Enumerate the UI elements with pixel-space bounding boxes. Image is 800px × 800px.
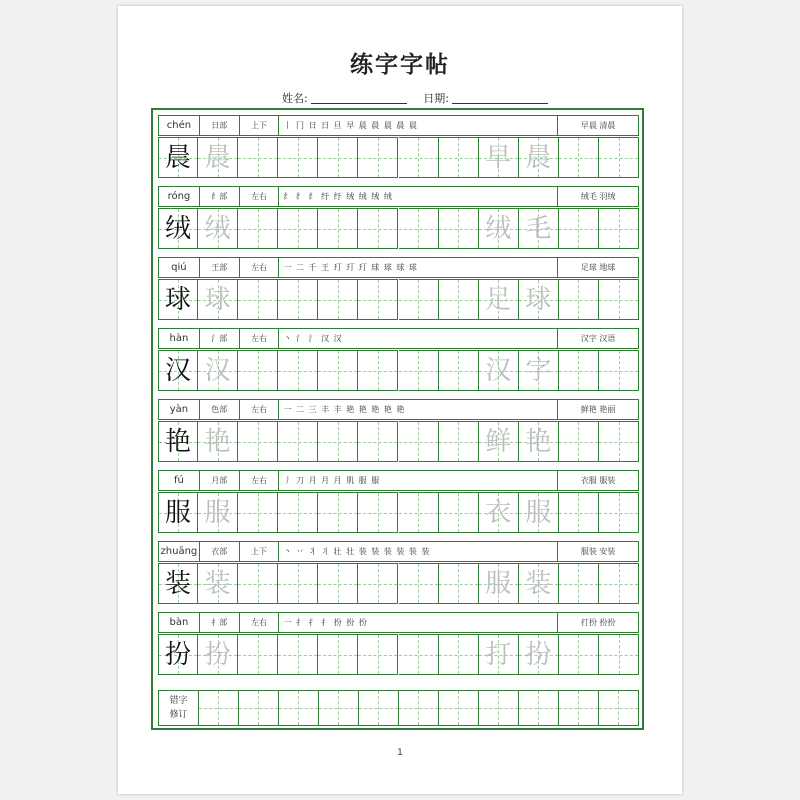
pinyin-label: zhuāng [159,542,200,561]
practice-cell[interactable] [599,492,639,533]
practice-cell[interactable] [399,421,439,462]
practice-cell[interactable] [358,350,398,391]
practice-cell[interactable] [439,492,479,533]
writing-cells [158,279,639,320]
model-character: 绒 [164,214,191,244]
character-entry [158,399,639,462]
word-trace-cell[interactable] [479,279,519,320]
review-cell[interactable] [279,690,319,726]
radical-label: 月部 [200,471,240,490]
practice-cell[interactable] [358,208,398,249]
practice-cell[interactable] [358,279,398,320]
word-trace-cell[interactable] [519,208,559,249]
stroke-order: 一 扌 扌 扌 扮 扮 扮 [279,613,558,632]
stroke-order: 丶 氵 氵 汉 汉 [279,329,558,348]
radical-label: 王部 [200,258,240,277]
writing-cells [158,421,639,462]
practice-cell[interactable] [559,137,599,178]
word-trace-cell[interactable] [479,350,519,391]
practice-cell[interactable] [559,208,599,249]
writing-cells [158,208,639,249]
radical-label: 色部 [200,400,240,419]
writing-cells [158,350,639,391]
practice-cell[interactable] [439,350,479,391]
entry-header [158,328,639,349]
review-cell[interactable] [359,690,399,726]
word-trace-character: 足 [485,285,512,315]
model-character: 球 [164,285,191,315]
review-cell[interactable] [199,690,239,726]
practice-cell[interactable] [439,421,479,462]
entry-header [158,541,639,562]
trace-character: 晨 [204,143,231,173]
practice-cell[interactable] [439,634,479,675]
page-number: 1 [397,748,403,758]
radical-label: 纟部 [200,187,240,206]
word-examples: 鲜艳 艳丽 [580,405,616,414]
word-examples: 汉字 汉语 [580,334,616,343]
practice-cell[interactable] [358,492,398,533]
trace-character: 艳 [204,427,231,457]
practice-cell[interactable] [238,208,278,249]
practice-cell[interactable] [399,634,439,675]
model-character: 艳 [164,427,191,457]
pinyin-label: bàn [159,613,200,632]
practice-cell[interactable] [399,208,439,249]
review-cell[interactable] [479,690,519,726]
pinyin-label: róng [159,187,200,206]
word-trace-cell[interactable] [479,137,519,178]
structure-label: 左右 [240,613,280,632]
word-examples: 衣服 服装 [580,476,616,485]
word-trace-cell[interactable] [519,137,559,178]
word-examples: 足球 地球 [580,263,616,272]
structure-label: 上下 [240,542,280,561]
practice-cell[interactable] [399,279,439,320]
trace-character-cell[interactable] [198,421,238,462]
practice-cell[interactable] [559,350,599,391]
word-trace-cell[interactable] [519,563,559,604]
structure-label: 左右 [240,258,280,277]
pinyin-label: fú [159,471,200,490]
practice-cell[interactable] [278,350,318,391]
practice-cell[interactable] [599,137,639,178]
model-character: 扮 [164,640,191,670]
word-trace-cell[interactable] [519,350,559,391]
trace-character-cell[interactable] [198,350,238,391]
review-label-line1: 错字 [169,696,188,706]
practice-cell[interactable] [399,563,439,604]
practice-cell[interactable] [439,137,479,178]
practice-cell[interactable] [238,563,278,604]
writing-cells [158,634,639,675]
practice-cell[interactable] [278,279,318,320]
entry-header [158,470,639,491]
practice-cell[interactable] [358,421,398,462]
practice-cell[interactable] [318,492,358,533]
practice-cell[interactable] [238,279,278,320]
word-trace-cell[interactable] [519,492,559,533]
practice-cell[interactable] [358,634,398,675]
review-cell[interactable] [399,690,439,726]
practice-cell[interactable] [599,279,639,320]
entry-header [158,257,639,278]
character-entry [158,186,639,249]
name-label: 姓名: [282,92,308,105]
word-examples: 打扮 扮扮 [580,618,616,627]
practice-cell[interactable] [599,421,639,462]
practice-cell[interactable] [399,137,439,178]
review-row [158,690,639,726]
character-entry [158,328,639,391]
practice-cell[interactable] [358,563,398,604]
review-cell[interactable] [319,690,359,726]
practice-cell[interactable] [278,492,318,533]
practice-cell[interactable] [238,492,278,533]
radical-label: 衣部 [200,542,240,561]
model-character: 晨 [164,143,191,173]
writing-cells [158,137,639,178]
word-trace-cell[interactable] [519,279,559,320]
word-trace-character: 打 [485,640,512,670]
structure-label: 左右 [240,400,280,419]
practice-cell[interactable] [439,208,479,249]
structure-label: 左右 [240,471,280,490]
practice-cell[interactable] [599,634,639,675]
review-cell[interactable] [239,690,279,726]
word-trace-cell[interactable] [479,563,519,604]
practice-cell[interactable] [559,563,599,604]
radical-label: 日部 [200,116,240,135]
name-blank [311,91,407,104]
writing-cells [158,563,639,604]
practice-cell[interactable] [278,137,318,178]
practice-cell[interactable] [278,563,318,604]
practice-cell[interactable] [318,137,358,178]
model-character: 汉 [164,356,191,386]
practice-cell[interactable] [318,279,358,320]
word-trace-character: 晨 [525,143,552,173]
word-examples: 服装 安装 [580,547,616,556]
radical-label: 扌部 [200,613,240,632]
pinyin-label: chén [159,116,200,135]
word-trace-cell[interactable] [479,208,519,249]
practice-cell[interactable] [318,563,358,604]
trace-character-cell[interactable] [198,137,238,178]
model-character-cell [158,421,198,462]
model-character-cell [158,350,198,391]
word-trace-character: 毛 [525,214,552,244]
entry-header [158,115,639,136]
review-cell[interactable] [599,690,639,726]
practice-cell[interactable] [318,208,358,249]
trace-character-cell[interactable] [198,279,238,320]
review-cell[interactable] [439,690,479,726]
practice-cell[interactable] [238,634,278,675]
word-trace-character: 扮 [525,640,552,670]
word-examples: 早晨 清晨 [580,121,616,130]
model-character: 服 [164,498,191,528]
model-character-cell [158,279,198,320]
word-trace-character: 早 [485,143,512,173]
word-trace-character: 汉 [485,356,512,386]
practice-cell[interactable] [599,208,639,249]
practice-cell[interactable] [399,492,439,533]
trace-character: 汉 [204,356,231,386]
word-trace-character: 绒 [485,214,512,244]
character-entry [158,470,639,533]
word-examples: 绒毛 羽绒 [580,192,616,201]
model-character-cell [158,208,198,249]
review-label [158,690,199,726]
date-label: 日期: [423,92,449,105]
model-character-cell [158,563,198,604]
pinyin-label: yàn [159,400,200,419]
practice-cell[interactable] [358,137,398,178]
trace-character-cell[interactable] [198,492,238,533]
trace-character-cell[interactable] [198,563,238,604]
stroke-order: 纟 纟 纟 纡 纡 绒 绒 绒 绒 [279,187,558,206]
word-trace-cell[interactable] [519,421,559,462]
trace-character: 球 [204,285,231,315]
word-trace-cell[interactable] [519,634,559,675]
practice-cell[interactable] [559,421,599,462]
student-info [282,90,548,106]
model-character-cell [158,137,198,178]
practice-cell[interactable] [238,350,278,391]
character-entry [158,541,639,604]
practice-cell[interactable] [599,563,639,604]
word-trace-character: 装 [525,569,552,599]
trace-character: 服 [204,498,231,528]
practice-cell[interactable] [238,137,278,178]
word-trace-character: 艳 [525,427,552,457]
word-trace-character: 服 [485,569,512,599]
practice-cell[interactable] [318,421,358,462]
practice-cell[interactable] [559,634,599,675]
practice-cell[interactable] [278,634,318,675]
worksheet-page [118,6,682,794]
word-trace-cell[interactable] [479,492,519,533]
practice-cell[interactable] [559,279,599,320]
practice-cell[interactable] [439,279,479,320]
practice-grid [151,108,644,730]
model-character-cell [158,492,198,533]
practice-cell[interactable] [559,492,599,533]
pinyin-label: hàn [159,329,200,348]
practice-cell[interactable] [599,350,639,391]
entry-header [158,612,639,633]
structure-label: 左右 [240,329,280,348]
stroke-order: 丶 丷 丬 丬 壮 壮 装 装 装 装 装 装 [279,542,558,561]
model-character-cell [158,634,198,675]
date-blank [452,91,548,104]
trace-character: 装 [204,569,231,599]
name-field [282,90,407,106]
practice-cell[interactable] [318,350,358,391]
structure-label: 左右 [240,187,280,206]
trace-character-cell[interactable] [198,634,238,675]
character-entry [158,115,639,178]
practice-cell[interactable] [399,350,439,391]
word-trace-character: 字 [525,356,552,386]
word-trace-cell[interactable] [479,634,519,675]
date-field [423,90,548,106]
review-label-line2: 修订 [169,710,188,720]
stroke-order: 一 二 三 丰 丰 艳 艳 艳 艳 艳 [279,400,558,419]
stroke-order: 一 二 千 王 玎 玎 玎 球 球 球 球 [279,258,558,277]
character-entry [158,612,639,675]
writing-cells [158,492,639,533]
practice-cell[interactable] [238,421,278,462]
review-cell[interactable] [519,690,559,726]
radical-label: 氵部 [200,329,240,348]
practice-cell[interactable] [318,634,358,675]
stroke-order: 丨 冂 日 日 旦 早 晨 晨 晨 晨 晨 [279,116,558,135]
trace-character-cell[interactable] [198,208,238,249]
practice-cell[interactable] [278,208,318,249]
entry-header [158,186,639,207]
entry-header [158,399,639,420]
word-trace-character: 鲜 [485,427,512,457]
practice-cell[interactable] [439,563,479,604]
page-title: 练字字帖 [350,52,450,78]
word-trace-character: 服 [525,498,552,528]
trace-character: 绒 [204,214,231,244]
structure-label: 上下 [240,116,280,135]
stroke-order: 丿 刀 月 月 月 肌 服 服 [279,471,558,490]
practice-cell[interactable] [278,421,318,462]
pinyin-label: qiú [159,258,200,277]
word-trace-cell[interactable] [479,421,519,462]
review-cell[interactable] [559,690,599,726]
model-character: 装 [164,569,191,599]
word-trace-character: 球 [525,285,552,315]
trace-character: 扮 [204,640,231,670]
word-trace-character: 衣 [485,498,512,528]
character-entry [158,257,639,320]
